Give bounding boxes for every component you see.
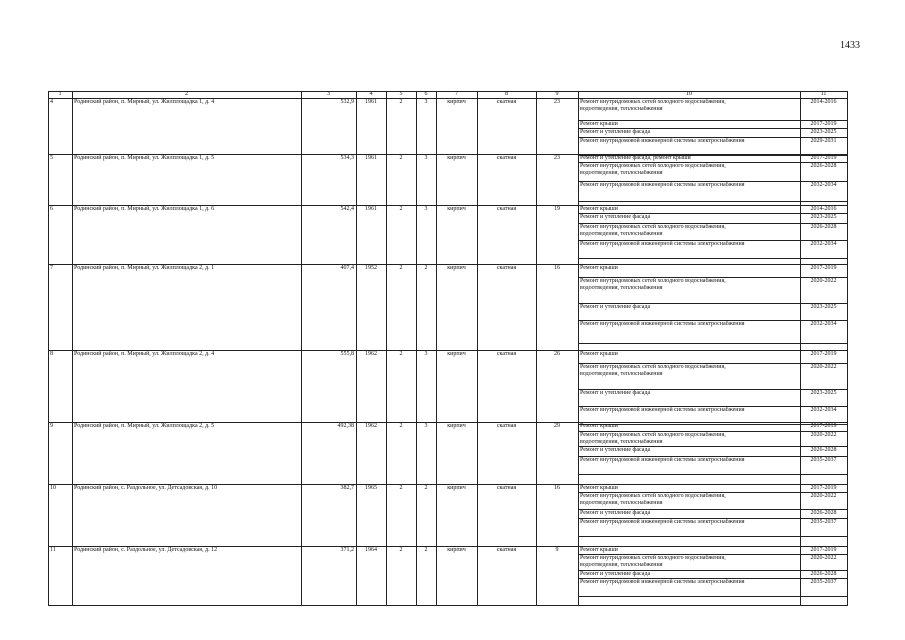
work-description: Ремонт крыши — [580, 547, 618, 553]
roof-type-cell: скатная — [496, 485, 517, 491]
work-description: Ремонт внутридомовых сетей холодного водоснабжения, — [580, 555, 726, 561]
work-period: 2026-2028 — [810, 447, 837, 453]
work-description: Ремонт внутридомовой инженерной системы электроснабжения — [580, 579, 745, 585]
work-period: 2026-2028 — [810, 510, 837, 516]
area-cell: 532,9 — [340, 99, 354, 105]
work-description: Ремонт крыши — [580, 265, 618, 271]
row-number: 4 — [50, 99, 53, 105]
work-period: 2023-2025 — [810, 390, 837, 396]
grid-line — [416, 91, 417, 606]
year-cell: 1962 — [365, 423, 377, 429]
area-cell: 371,2 — [340, 547, 354, 553]
work-period: 2032-2034 — [810, 241, 837, 247]
row-number: 9 — [50, 423, 53, 429]
col6-cell: 3 — [424, 155, 428, 161]
work-period: 2032-2034 — [810, 321, 837, 327]
work-period: 2014-2016 — [810, 99, 837, 105]
address-cell: Родинский район, п. Мирный, ул. Жилплощадка 1, д. 4 — [74, 99, 215, 105]
year-cell: 1964 — [365, 547, 377, 553]
col6-cell: 3 — [424, 99, 428, 105]
work-period: 2026-2028 — [810, 224, 837, 230]
roof-type-cell: скатная — [496, 99, 517, 105]
col5-cell: 2 — [399, 206, 403, 212]
work-description: Ремонт и утепление фасада — [580, 447, 651, 453]
work-period: 2020-2022 — [810, 432, 837, 438]
column-header-7: 7 — [455, 91, 458, 97]
col5-cell: 2 — [399, 155, 403, 161]
work-period: 2014-2016 — [810, 206, 837, 212]
work-description: водоотведения, теплоснабжения — [580, 170, 663, 176]
area-cell: 492,38 — [337, 423, 354, 429]
work-period: 2020-2022 — [810, 364, 837, 370]
grid-line — [301, 91, 302, 606]
address-cell: Родинский район, п. Мирный, ул. Жилплощадка 1, д. 5 — [74, 155, 215, 161]
material-cell: кирпич — [447, 265, 466, 271]
col6-cell: 3 — [424, 423, 428, 429]
work-description: водоотведения, теплоснабжения — [580, 500, 663, 506]
roof-type-cell: скатная — [496, 265, 517, 271]
row-number: 10 — [50, 485, 56, 491]
work-description: Ремонт и утепление фасада — [580, 129, 651, 135]
col6-cell: 3 — [424, 206, 428, 212]
work-period: 2026-2028 — [810, 163, 837, 169]
col5-cell: 2 — [399, 423, 403, 429]
work-period: 2017-2019 — [810, 547, 837, 553]
grid-line — [386, 91, 387, 606]
work-description: Ремонт крыши — [580, 423, 618, 429]
work-period: 2032-2034 — [810, 182, 837, 188]
row-number: 6 — [50, 206, 53, 212]
column-header-11: 11 — [820, 91, 827, 97]
work-description: водоотведения, теплоснабжения — [580, 371, 663, 377]
row-number: 8 — [50, 351, 53, 357]
row-number: 5 — [50, 155, 53, 161]
work-description: Ремонт внутридомовой инженерной системы электроснабжения — [580, 457, 745, 463]
roof-type-cell: скатная — [496, 206, 517, 212]
work-description: водоотведения, теплоснабжения — [580, 439, 663, 445]
material-cell: кирпич — [447, 206, 466, 212]
area-cell: 555,8 — [340, 351, 354, 357]
work-description: Ремонт и утепление фасада — [580, 390, 651, 396]
work-description: Ремонт внутридомовой инженерной системы электроснабжения — [580, 407, 745, 413]
col9-cell: 19 — [554, 206, 560, 212]
grid-line — [578, 258, 848, 259]
material-cell: кирпич — [447, 351, 466, 357]
roof-type-cell: скатная — [496, 155, 517, 161]
area-cell: 542,4 — [340, 206, 354, 212]
material-cell: кирпич — [447, 423, 466, 429]
col9-cell: 23 — [554, 155, 560, 161]
work-description: водоотведения, теплоснабжения — [580, 285, 663, 291]
work-period: 2026-2028 — [810, 571, 837, 577]
year-cell: 1962 — [365, 351, 377, 357]
grid-line — [578, 343, 848, 344]
grid-line — [800, 91, 801, 606]
grid-line — [477, 91, 478, 606]
col9-cell: 16 — [554, 265, 560, 271]
page-number: 1433 — [840, 40, 860, 51]
address-cell: Родинский район, п. Мирный, ул. Жилплощадка 2, д. 4 — [74, 351, 215, 357]
roof-type-cell: скатная — [496, 547, 517, 553]
roof-type-cell: скатная — [496, 423, 517, 429]
work-period: 2029-2031 — [810, 138, 837, 144]
work-description: Ремонт крыши — [580, 485, 618, 491]
work-description: Ремонт крыши — [580, 206, 618, 212]
work-period: 2035-2037 — [810, 579, 837, 585]
work-description: Ремонт внутридомовой инженерной системы электроснабжения — [580, 138, 745, 144]
year-cell: 1952 — [365, 265, 377, 271]
material-cell: кирпич — [447, 485, 466, 491]
col9-cell: 23 — [554, 99, 560, 105]
work-description: Ремонт внутридомовых сетей холодного водоснабжения, — [580, 224, 726, 230]
address-cell: Родинский район, п. Мирный, ул. Жилплощадка 1, д. 6 — [74, 206, 215, 212]
column-header-10: 10 — [686, 91, 692, 97]
work-description: водоотведения, теплоснабжения — [580, 562, 663, 568]
col5-cell: 2 — [399, 485, 403, 491]
col5-cell: 2 — [399, 351, 403, 357]
repair-schedule-table — [48, 91, 848, 605]
work-period: 2017-2019 — [810, 423, 837, 429]
address-cell: Родинский район, п. Мирный, ул. Жилплощадка 2, д. 1 — [74, 265, 215, 271]
column-header-1: 1 — [58, 91, 62, 97]
work-description: Ремонт и утепление фасада — [580, 510, 651, 516]
year-cell: 1961 — [365, 99, 377, 105]
roof-type-cell: скатная — [496, 351, 517, 357]
work-period: 2017-2019 — [810, 485, 837, 491]
work-description: Ремонт внутридомовой инженерной системы электроснабжения — [580, 321, 745, 327]
work-period: 2023-2025 — [810, 214, 837, 220]
col6-cell: 2 — [424, 265, 428, 271]
work-period: 2023-2025 — [810, 304, 837, 310]
work-description: Ремонт внутридомовых сетей холодного водоснабжения, — [580, 493, 726, 499]
address-cell: Родинский район, п. Мирный, ул. Жилплощадка 2, д. 5 — [74, 423, 215, 429]
col5-cell: 2 — [399, 99, 403, 105]
area-cell: 534,3 — [340, 155, 354, 161]
work-description: Ремонт внутридомовых сетей холодного водоснабжения, — [580, 99, 726, 105]
work-description: водоотведения, теплоснабжения — [580, 106, 663, 112]
work-description: Ремонт внутридомовой инженерной системы электроснабжения — [580, 241, 745, 247]
area-cell: 407,4 — [340, 265, 354, 271]
work-period: 2023-2025 — [810, 129, 837, 135]
year-cell: 1961 — [365, 155, 377, 161]
col6-cell: 2 — [424, 547, 428, 553]
work-period: 2035-2037 — [810, 519, 837, 525]
work-description: Ремонт внутридомовых сетей холодного водоснабжения, — [580, 364, 726, 370]
work-description: Ремонт внутридомовых сетей холодного водоснабжения, — [580, 278, 726, 284]
work-period: 2017-2019 — [810, 155, 837, 161]
grid-line — [578, 201, 848, 202]
grid-line — [536, 91, 537, 606]
work-period: 2020-2022 — [810, 555, 837, 561]
material-cell: кирпич — [447, 99, 466, 105]
column-header-6: 6 — [424, 91, 428, 97]
row-number: 7 — [50, 265, 53, 271]
work-description: Ремонт внутридомовых сетей холодного водоснабжения, — [580, 163, 726, 169]
col6-cell: 2 — [424, 485, 428, 491]
row-number: 11 — [50, 547, 56, 553]
work-period: 2032-2034 — [810, 407, 837, 413]
area-cell: 382,7 — [340, 485, 354, 491]
col9-cell: 9 — [555, 547, 559, 553]
grid-line — [48, 91, 49, 606]
col5-cell: 2 — [399, 547, 403, 553]
work-description: Ремонт внутридомовых сетей холодного водоснабжения, — [580, 432, 726, 438]
col9-cell: 16 — [554, 485, 560, 491]
col9-cell: 26 — [554, 351, 560, 357]
work-description: Ремонт и утепление фасада — [580, 571, 651, 577]
material-cell: кирпич — [447, 155, 466, 161]
work-description: Ремонт и утепление фасада, ремонт крыши — [580, 155, 691, 161]
work-period: 2035-2037 — [810, 457, 837, 463]
grid-line — [436, 91, 437, 606]
column-header-2: 2 — [185, 91, 188, 97]
address-cell: Родинский район, с. Раздольное, ул. Детсадовская, д. 12 — [74, 547, 218, 553]
work-description: Ремонт внутридомовой инженерной системы электроснабжения — [580, 519, 745, 525]
grid-line — [48, 605, 848, 606]
work-period: 2020-2022 — [810, 278, 837, 284]
grid-line — [847, 91, 848, 606]
grid-line — [578, 536, 848, 537]
work-period: 2017-2019 — [810, 265, 837, 271]
work-description: Ремонт и утепление фасада — [580, 304, 651, 310]
column-header-5: 5 — [399, 91, 403, 97]
column-header-9: 9 — [555, 91, 559, 97]
col9-cell: 29 — [554, 423, 560, 429]
col6-cell: 3 — [424, 351, 428, 357]
work-period: 2020-2022 — [810, 493, 837, 499]
col5-cell: 2 — [399, 265, 403, 271]
material-cell: кирпич — [447, 547, 466, 553]
work-description: водоотведения, теплоснабжения — [580, 231, 663, 237]
grid-line — [356, 91, 357, 606]
column-header-8: 8 — [505, 91, 508, 97]
column-header-4: 4 — [369, 91, 373, 97]
work-period: 2017-2019 — [810, 121, 837, 127]
grid-line — [578, 596, 848, 597]
grid-line — [578, 474, 848, 475]
work-period: 2017-2019 — [810, 351, 837, 357]
year-cell: 1965 — [365, 485, 377, 491]
year-cell: 1961 — [365, 206, 377, 212]
work-description: Ремонт и утепление фасада — [580, 214, 651, 220]
grid-line — [578, 91, 579, 606]
column-header-3: 3 — [327, 91, 330, 97]
work-description: Ремонт крыши — [580, 351, 618, 357]
grid-line — [72, 91, 73, 606]
address-cell: Родинский район, с. Раздольное, ул. Детсадовская, д. 10 — [74, 485, 218, 491]
work-description: Ремонт внутридомовой инженерной системы электроснабжения — [580, 182, 745, 188]
work-description: Ремонт крыши — [580, 121, 618, 127]
